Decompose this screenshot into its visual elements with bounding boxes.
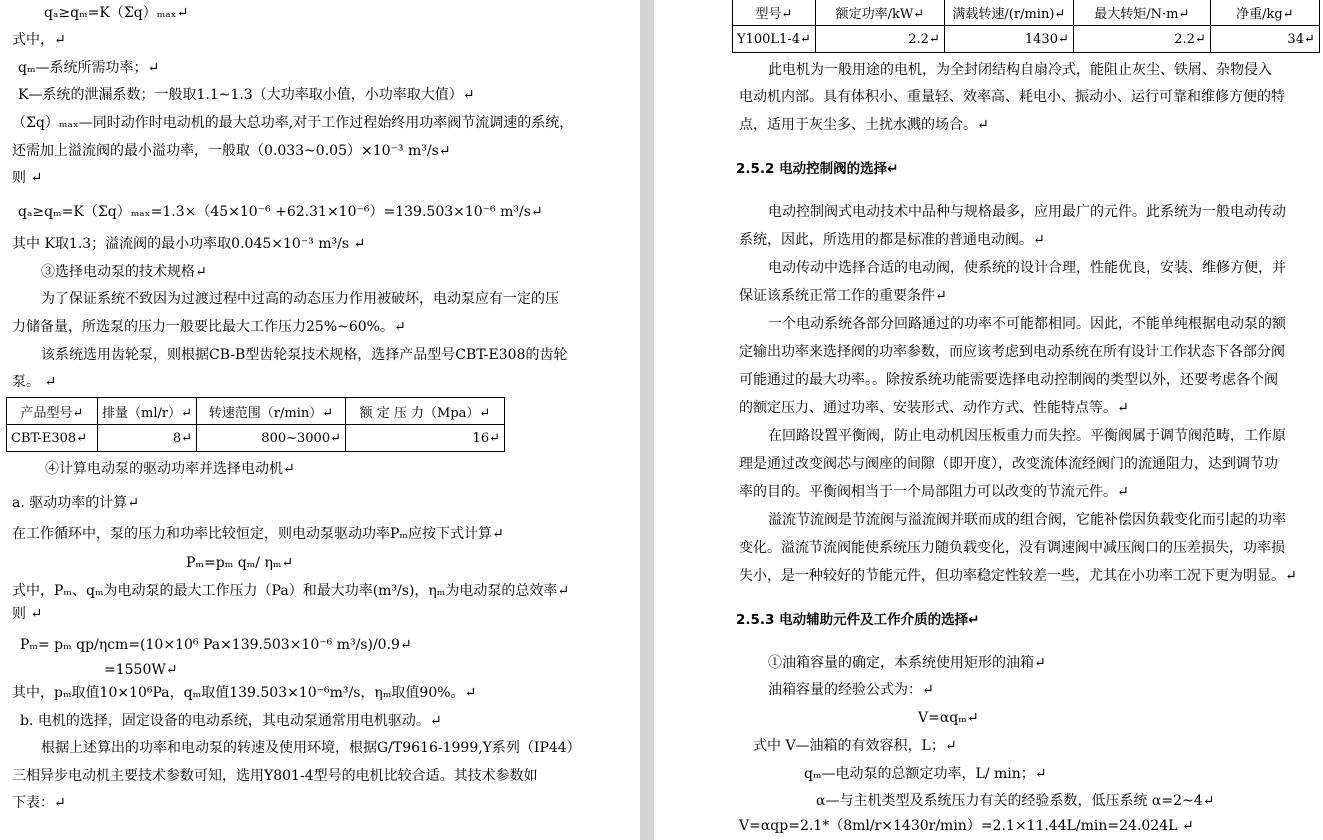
text-line: 保证该系统正常工作的重要条件↵ bbox=[739, 288, 947, 304]
text-line: 理是通过改变阀芯与阀座的间隙（即开度），改变流体流经阀门的流通阻力，达到调节功 bbox=[739, 456, 1278, 472]
page-gap bbox=[640, 0, 654, 840]
table-row bbox=[733, 26, 1320, 53]
text-line: 此电机为一般用途的电机，为全封闭结构自扇冷式，能阻止灰尘、铁屑、杂物侵入 bbox=[768, 62, 1272, 78]
text-line: 力储备量，所选泵的压力一般要比最大工作压力25%~60%。↵ bbox=[12, 319, 406, 335]
left-document-page bbox=[0, 0, 640, 840]
text-line: qₐ≥qₘ=K（Σq）ₘₐₓ↵ bbox=[44, 5, 189, 21]
motor-table bbox=[732, 0, 1320, 53]
text-line: 点，适用于灰尘多、土扰水溅的场合。↵ bbox=[739, 117, 989, 133]
text-line: 为了保证系统不致因为过渡过程中过高的动态压力作用被破坏，电动泵应有一定的压 bbox=[41, 291, 559, 307]
text-line: 在回路设置平衡阀，防止电动机因压板重力而失控。平衡阀属于调节阀范畴，工作原 bbox=[768, 428, 1286, 444]
text-line: 定输出功率来选择阀的功率参数，而应该考虑到电动系统在所有设计工作状态下各部分阀 bbox=[739, 344, 1285, 360]
text-line: 则 ↵ bbox=[12, 606, 43, 622]
text-line: 式中，Pₘ、qₘ为电动泵的最大工作压力（Pa）和最大功率(m³/s)，ηₘ为电动泵的总效率↵ bbox=[12, 583, 570, 599]
text-line: 一个电动系统各部分回路通过的功率不可能都相同。因此，不能单纯根据电动泵的额 bbox=[768, 316, 1286, 332]
text-line: b. 电机的选择，固定设备的电动系统，其电动泵通常用电机驱动。↵ bbox=[20, 713, 442, 729]
text-line: 其中，pₘ取值10×10⁶Pa，qₘ取值139.503×10⁻⁶m³/s，ηₘ取值90%。↵ bbox=[12, 685, 477, 701]
table-cell: 1430↵ bbox=[944, 26, 1073, 53]
table-header-cell: 产品型号↵ bbox=[7, 398, 98, 425]
text-line: ④计算电动泵的驱动功率并选择电动机↵ bbox=[45, 461, 295, 477]
text-line: 系统，因此，所选用的都是标准的普通电动阀。↵ bbox=[739, 232, 1045, 248]
text-line: 可能通过的最大功率。。除按系统功能需要选择电动控制阀的类型以外，还要考虑各个阀 bbox=[739, 372, 1278, 388]
text-line: 在工作循环中，泵的压力和功率比较恒定，则电动泵驱动功率Pₘ应按下式计算↵ bbox=[12, 526, 504, 542]
table-header-cell: 额定功率/kW↵ bbox=[815, 0, 944, 26]
text-line: 率的目的。平衡阀相当于一个局部阻力可以改变的节流元件。↵ bbox=[739, 484, 1129, 500]
text-line: Pₘ= pₘ qp/ηcm=(10×10⁶ Pa×139.503×10⁻⁶ m³/s)/0.9↵ bbox=[20, 637, 412, 653]
text-line: 油箱容量的经验公式为：↵ bbox=[768, 682, 934, 698]
text-line: =1550W↵ bbox=[104, 662, 178, 678]
text-line: K—系统的泄漏系数；一般取1.1~1.3（大功率取小值，小功率取大值）↵ bbox=[18, 87, 475, 103]
table-cell: CBT-E308↵ bbox=[7, 425, 98, 452]
text-line: ①油箱容量的确定，本系统使用矩形的油箱↵ bbox=[768, 655, 1046, 671]
text-line: 的额定压力、通过功率、安装形式、动作方式、性能特点等。↵ bbox=[739, 400, 1129, 416]
right-document-page bbox=[654, 0, 1323, 840]
table-header-cell: 转速范围（r/min）↵ bbox=[196, 398, 345, 425]
text-line: 电动机内部。具有体积小、重量轻、效率高、耗电小、振动小、运行可靠和维修方便的特 bbox=[739, 89, 1285, 105]
text-line: 变化。溢流节流阀能使系统压力随负载变化，没有调速阀中减压阀口的压差损失，功率损 bbox=[739, 540, 1285, 556]
table-cell: 2.2↵ bbox=[1073, 26, 1210, 53]
table-cell: Y100L1-4↵ bbox=[733, 26, 816, 53]
text-line: qₘ—电动泵的总额定功率，L/ min；↵ bbox=[804, 766, 1047, 782]
table-header-cell: 最大转矩/N·m↵ bbox=[1073, 0, 1210, 26]
text-line: 则 ↵ bbox=[12, 170, 43, 186]
table-cell: 8↵ bbox=[98, 425, 197, 452]
table-header-row bbox=[7, 398, 505, 425]
text-line: 电动控制阀式电动技术中品种与规格最多，应用最广的元件。此系统为一般电动传动 bbox=[768, 204, 1286, 220]
table-header-cell: 额 定 压 力（Mpa）↵ bbox=[345, 398, 504, 425]
text-line: qₐ≥qₘ=K（Σq）ₘₐₓ=1.3×（45×10⁻⁶ +62.31×10⁻⁶）=139.503×10⁻⁶ m³/s↵ bbox=[18, 204, 543, 220]
text-line: 泵。 ↵ bbox=[12, 374, 57, 390]
text-line: 电动传动中选择合适的电动阀，使系统的设计合理，性能优良，安装、维修方便，并 bbox=[768, 260, 1286, 276]
table-cell: 2.2↵ bbox=[815, 26, 944, 53]
text-line: 还需加上溢流阀的最小溢功率，一般取（0.033~0.05）×10⁻³ m³/s↵ bbox=[12, 143, 451, 159]
table-cell: 800~3000↵ bbox=[196, 425, 345, 452]
table-row bbox=[7, 425, 505, 452]
text-line: 下表：↵ bbox=[12, 795, 66, 811]
text-line: Pₘ=pₘ qₘ/ ηₘ↵ bbox=[186, 555, 294, 571]
pump-table bbox=[6, 397, 505, 452]
table-header-cell: 型号↵ bbox=[733, 0, 816, 26]
text-line: ③选择电动泵的技术规格↵ bbox=[41, 264, 207, 280]
table-header-cell: 排量（ml/r）↵ bbox=[98, 398, 197, 425]
text-line: V=αqp=2.1*（8ml/r×1430r/min）=2.1×11.44L/min=24.024L ↵ bbox=[739, 818, 1194, 834]
text-line: 三相异步电动机主要技术参数可知，选用Y801-4型号的电机比较合适。其技术参数如 bbox=[12, 768, 538, 784]
text-line: a. 驱动功率的计算↵ bbox=[12, 495, 139, 511]
text-line: 根据上述算出的功率和电动泵的转速及使用环境，根据G/T9616-1999,Y系列（IP44） bbox=[41, 740, 581, 756]
text-line: （Σq）ₘₐₓ—同时动作时电动机的最大总功率,对于工作过程始终用功率阀节流调速的系统， bbox=[12, 115, 574, 131]
table-header-cell: 满载转速/(r/min)↵ bbox=[944, 0, 1073, 26]
table-header-cell: 净重/kg↵ bbox=[1210, 0, 1319, 26]
text-line: 溢流节流阀是节流阀与溢流阀并联而成的组合阀，它能补偿因负载变化而引起的功率 bbox=[768, 512, 1286, 528]
text-line: V=αqₘ↵ bbox=[918, 710, 979, 726]
text-line: 其中 K取1.3；溢流阀的最小功率取0.045×10⁻³ m³/s ↵ bbox=[12, 236, 366, 252]
table-cell: 16↵ bbox=[345, 425, 504, 452]
text-line: 失小，是一种较好的节能元件，但功率稳定性较差一些，尤其在小功率工况下更为明显。↵ bbox=[739, 568, 1297, 584]
table-cell: 34↵ bbox=[1210, 26, 1319, 53]
text-line: qₘ—系统所需功率；↵ bbox=[18, 60, 160, 76]
text-line: α—与主机类型及系统压力有关的经验系数，低压系统 α=2~4↵ bbox=[816, 793, 1215, 809]
text-line: 式中，↵ bbox=[12, 32, 66, 48]
section-heading: 2.5.3 电动辅助元件及工作介质的选择↵ bbox=[736, 612, 980, 628]
text-line: 式中 V—油箱的有效容积，L；↵ bbox=[753, 738, 957, 754]
table-header-row bbox=[733, 0, 1320, 26]
section-heading: 2.5.2 电动控制阀的选择↵ bbox=[736, 161, 899, 177]
text-line: 该系统选用齿轮泵，则根据CB-B型齿轮泵技术规格，选择产品型号CBT-E308的齿轮 bbox=[41, 347, 568, 363]
